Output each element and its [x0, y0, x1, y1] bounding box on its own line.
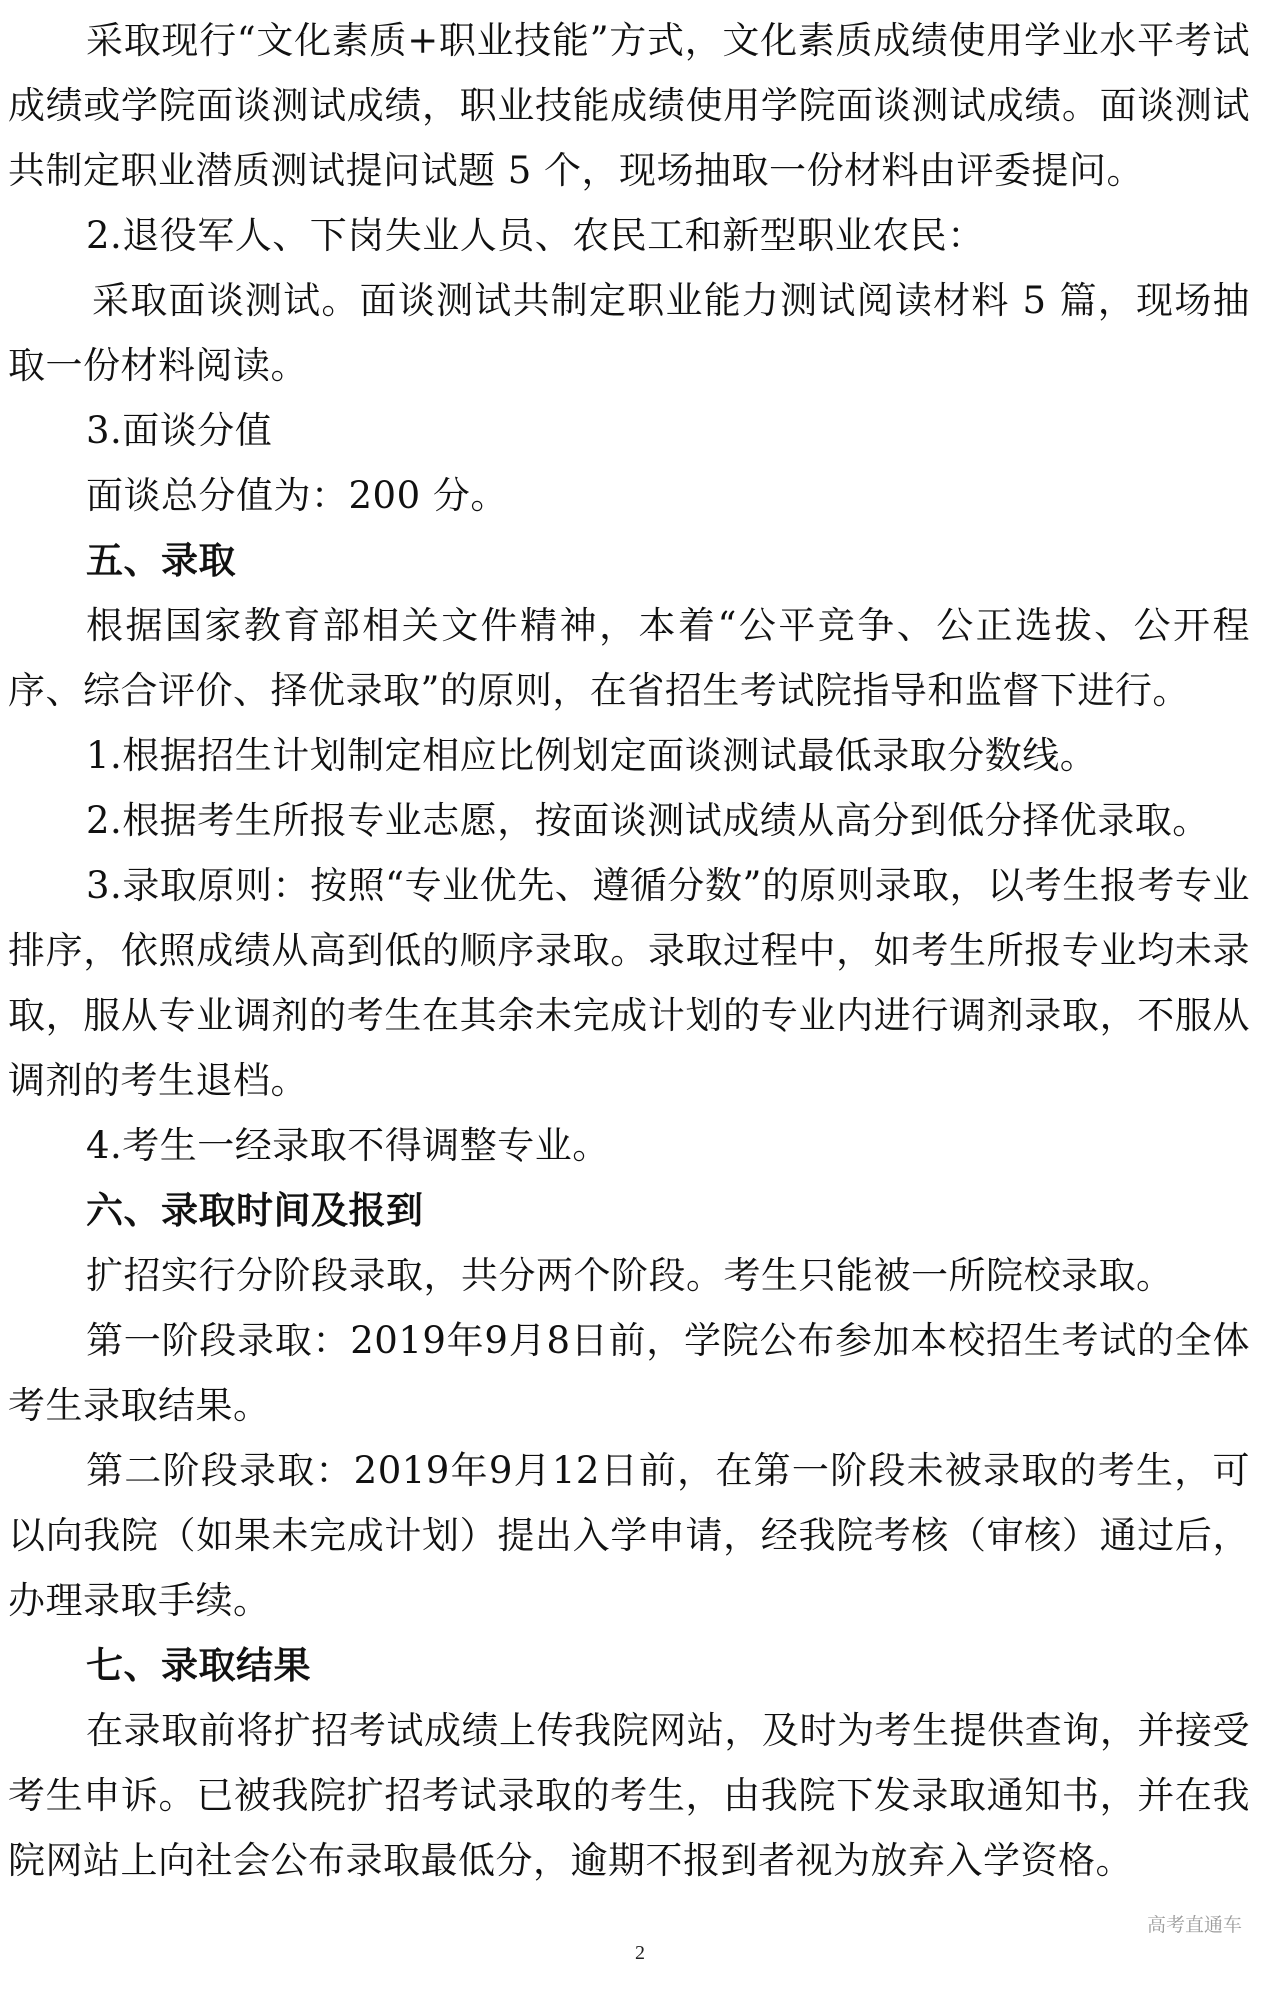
paragraph-stages: 扩招实行分阶段录取，共分两个阶段。考生只能被一所院校录取。	[86, 1254, 1174, 1297]
watermark: 高考直通车	[1146, 1914, 1242, 1936]
section-heading-results: 七、录取结果	[86, 1644, 311, 1687]
paragraph-stage-1: 第一阶段录取：2019年9月8日前，学院公布参加本校招生考试的全体考生录取结果。	[8, 1319, 1250, 1427]
paragraph-admission-item-3: 3.录取原则：按照“专业优先、遵循分数”的原则录取，以考生报考专业排序，依照成绩从高到低的顺序录取。录取过程中，如考生所报专业均未录取，服从专业调剂的考生在其余未完成计划的专业内进行调剂录取，不服从调剂的考生退档。	[8, 864, 1250, 1102]
document-body	[8, 8, 1250, 1893]
paragraph-admission-item-2: 2.根据考生所报专业志愿，按面谈测试成绩从高分到低分择优录取。	[86, 799, 1210, 842]
paragraph-item-3-score: 3.面谈分值	[86, 409, 273, 452]
paragraph-admission-principle: 根据国家教育部相关文件精神，本着“公平竞争、公正选拔、公开程序、综合评价、择优录取”的原则，在省招生考试院指导和监督下进行。	[8, 604, 1250, 712]
paragraph-admission-item-4: 4.考生一经录取不得调整专业。	[86, 1124, 610, 1167]
section-heading-admission: 五、录取	[86, 539, 236, 582]
page-number: 2	[635, 1942, 645, 1964]
paragraph-stage-2: 第二阶段录取：2019年9月12日前，在第一阶段未被录取的考生，可以向我院（如果未完成计划）提出入学申请，经我院考核（审核）通过后，办理录取手续。	[8, 1449, 1250, 1622]
section-heading-time-registration: 六、录取时间及报到	[86, 1189, 424, 1232]
paragraph-interview-reading: 采取面谈测试。面谈测试共制定职业能力测试阅读材料 5 篇，现场抽取一份材料阅读。	[8, 279, 1250, 387]
paragraph-admission-item-1: 1.根据招生计划制定相应比例划定面谈测试最低录取分数线。	[86, 734, 1098, 777]
paragraph-total-score: 面谈总分值为：200 分。	[86, 474, 508, 517]
paragraph-item-2-veterans: 2.退役军人、下岗失业人员、农民工和新型职业农民：	[86, 214, 985, 257]
paragraph-method-culture-skill: 采取现行“文化素质+职业技能”方式，文化素质成绩使用学业水平考试成绩或学院面谈测试成绩，职业技能成绩使用学院面谈测试成绩。面谈测试共制定职业潜质测试提问试题 5 个，现场抽取一份材料由评委提问。	[8, 19, 1250, 192]
paragraph-results: 在录取前将扩招考试成绩上传我院网站，及时为考生提供查询，并接受考生申诉。已被我院扩招考试录取的考生，由我院下发录取通知书，并在我院网站上向社会公布录取最低分，逾期不报到者视为放弃入学资格。	[8, 1709, 1250, 1882]
